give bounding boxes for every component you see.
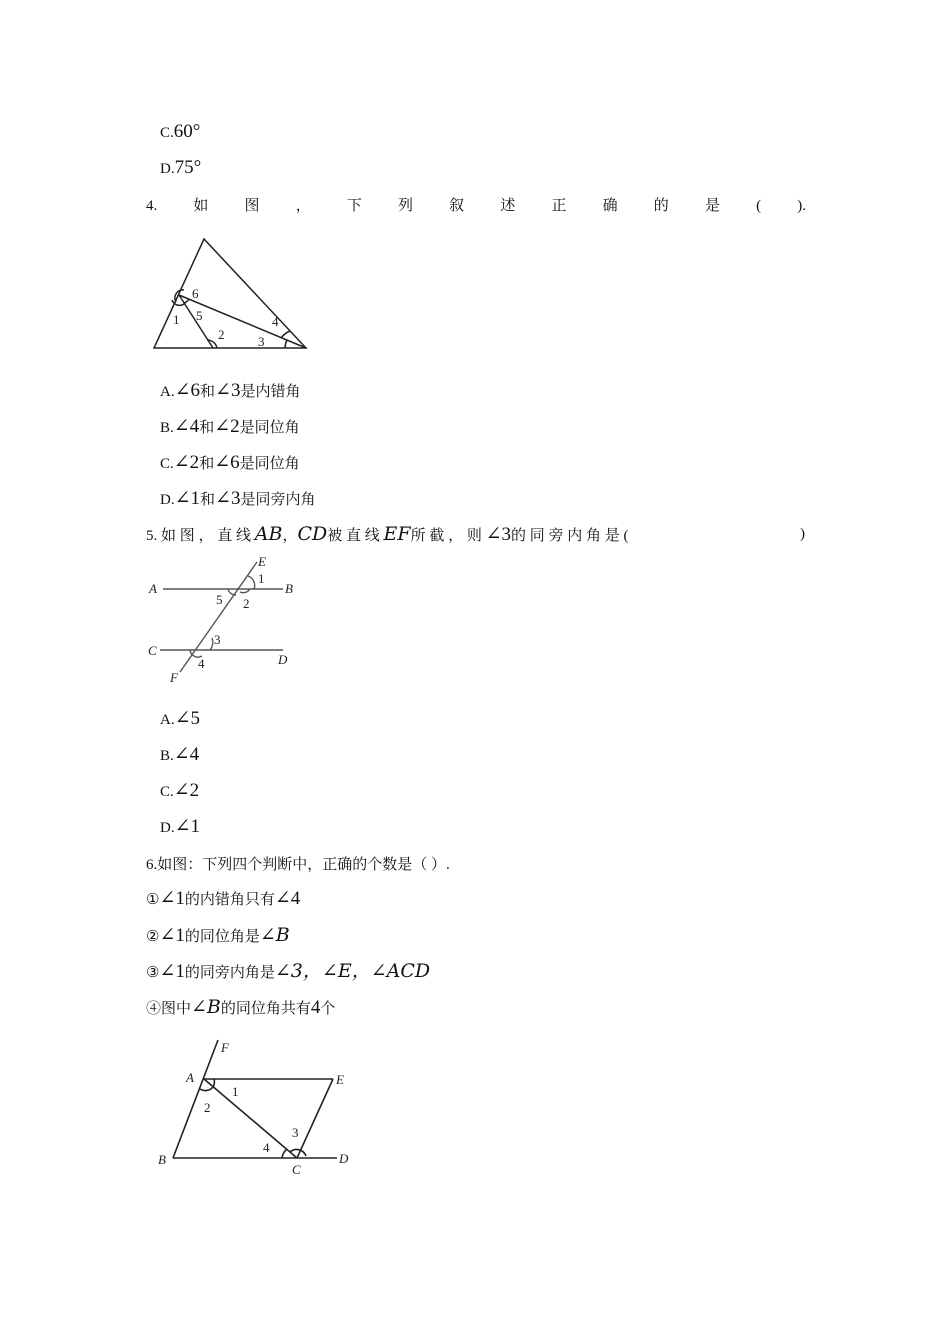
svg-text:2: 2: [243, 596, 250, 611]
svg-text:1: 1: [232, 1084, 239, 1099]
q6-stem: 6.如图：下列四个判断中，正确的个数是（ ）.: [146, 857, 450, 873]
svg-text:4: 4: [263, 1140, 270, 1155]
q6-statement-4: ④图中∠B的同位角共有4个: [146, 996, 336, 1018]
q3-option-d[interactable]: D.75°: [160, 157, 202, 178]
svg-text:5: 5: [196, 308, 203, 323]
svg-text:4: 4: [198, 656, 205, 671]
svg-text:1: 1: [258, 571, 265, 586]
q5-option-d[interactable]: D.∠1: [160, 816, 201, 837]
svg-text:A: A: [186, 1070, 194, 1085]
svg-text:D: D: [278, 652, 288, 667]
svg-text:C: C: [148, 643, 157, 658]
svg-text:F: F: [221, 1040, 229, 1055]
q4-option-a[interactable]: A.∠6和∠3是内错角: [160, 380, 301, 401]
svg-text:E: E: [258, 554, 266, 569]
q3-option-c[interactable]: C.60°: [160, 121, 201, 142]
q4-option-d[interactable]: D.∠1和∠3是同旁内角: [160, 488, 316, 509]
q4-option-c[interactable]: C.∠2和∠6是同位角: [160, 452, 300, 473]
q5-option-b[interactable]: B.∠4: [160, 744, 200, 765]
svg-text:3: 3: [258, 334, 265, 349]
q4-figure: [154, 239, 306, 348]
svg-text:A: A: [149, 581, 157, 596]
svg-text:B: B: [285, 581, 293, 596]
q4-stem: 4. 如 图 ， 下 列 叙 述 正 确 的 是 ( ).: [146, 198, 806, 214]
q6-statement-2: ②∠1的同位角是∠B: [146, 924, 290, 946]
svg-text:E: E: [336, 1072, 344, 1087]
q6-statement-1: ①∠1的内错角只有∠4: [146, 888, 301, 909]
svg-text:D: D: [339, 1151, 349, 1166]
svg-text:4: 4: [272, 314, 279, 329]
svg-text:2: 2: [218, 327, 225, 342]
svg-text:B: B: [158, 1152, 166, 1167]
svg-text:C: C: [292, 1162, 301, 1177]
svg-text:F: F: [170, 670, 178, 685]
svg-text:3: 3: [292, 1125, 299, 1140]
q5-option-a[interactable]: A.∠5: [160, 708, 201, 729]
q6-figure: [173, 1040, 337, 1158]
svg-text:2: 2: [204, 1100, 211, 1115]
svg-text:1: 1: [173, 312, 180, 327]
svg-text:3: 3: [214, 632, 221, 647]
q6-statement-3: ③∠1的同旁内角是∠3，∠E，∠ACD: [146, 960, 431, 982]
q5-option-c[interactable]: C.∠2: [160, 780, 200, 801]
q4-option-b[interactable]: B.∠4和∠2是同位角: [160, 416, 300, 437]
svg-text:6: 6: [192, 286, 199, 301]
svg-text:5: 5: [216, 592, 223, 607]
q5-stem: 5. 如 图 ， 直 线 AB，CD被 直 线 EF所 截 ， 则 ∠3的 同 旁 内 角 是 ( ): [146, 523, 805, 545]
q5-figure: [160, 562, 283, 672]
